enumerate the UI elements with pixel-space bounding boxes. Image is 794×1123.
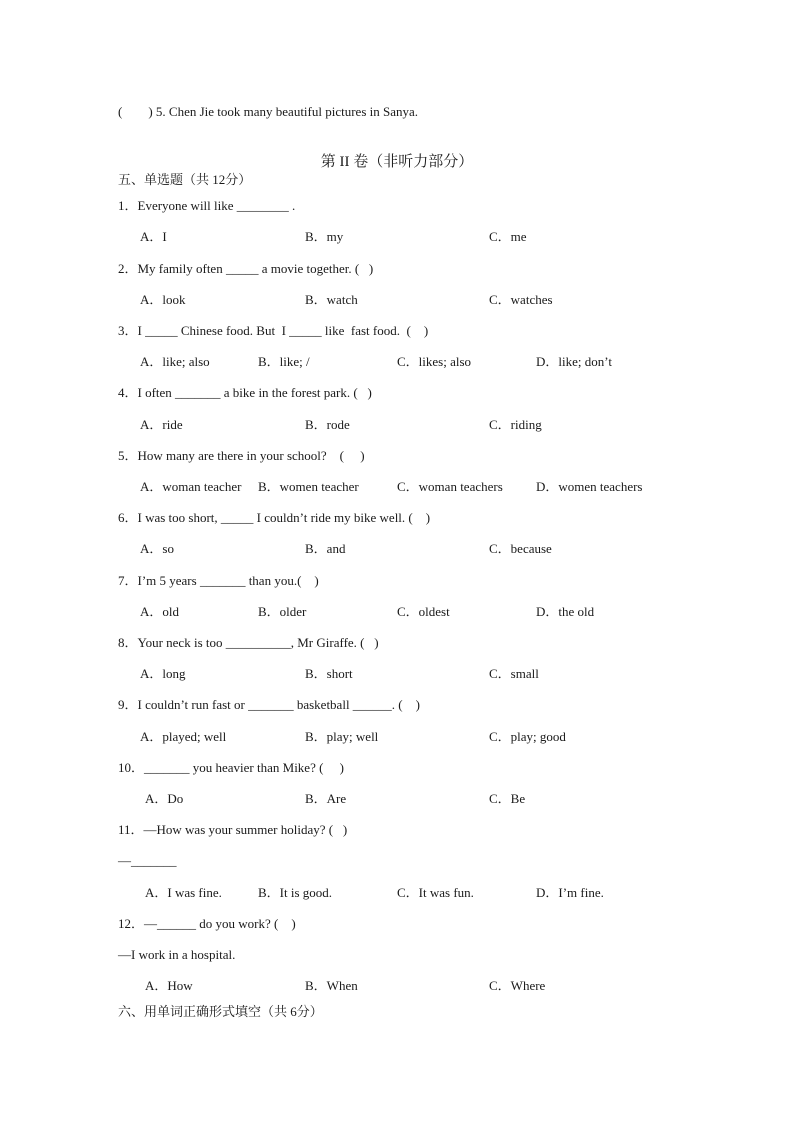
option-c[interactable]: C．likes; also xyxy=(397,354,472,369)
option-c[interactable]: C．Be xyxy=(489,791,526,806)
question-stem: 6．I was too short, _____ I couldn’t ride my bike well. ( ) xyxy=(118,510,431,525)
option-b[interactable]: B．play; well xyxy=(305,729,379,744)
option-a[interactable]: A．long xyxy=(140,666,186,681)
option-b[interactable]: B．rode xyxy=(305,417,350,432)
option-b[interactable]: B．older xyxy=(258,604,307,619)
answer-line: —I work in a hospital. xyxy=(118,947,236,962)
listening-item-5: ( ) 5. Chen Jie took many beautiful pictures in Sanya. xyxy=(118,104,419,119)
option-b[interactable]: B．watch xyxy=(305,292,358,307)
question-stem: 9．I couldn’t run fast or _______ basketball ______. ( ) xyxy=(118,697,420,712)
option-c[interactable]: C．It was fun. xyxy=(397,885,474,900)
option-b[interactable]: B．When xyxy=(305,978,358,993)
option-a[interactable]: A．played; well xyxy=(140,729,227,744)
part-title: 第 II 卷（非听力部分） xyxy=(320,154,474,170)
question-stem: 7．I’m 5 years _______ than you.( ) xyxy=(118,573,319,588)
question-stem: 8．Your neck is too __________, Mr Giraffe. ( ) xyxy=(118,635,379,650)
option-b[interactable]: B．women teacher xyxy=(258,479,359,494)
option-c[interactable]: C．because xyxy=(489,541,552,556)
question-stem: 10．_______ you heavier than Mike? ( ) xyxy=(118,760,345,775)
option-c[interactable]: C．riding xyxy=(489,417,542,432)
option-c[interactable]: C．me xyxy=(489,229,527,244)
option-d[interactable]: D．the old xyxy=(536,604,595,619)
answer-line: —_______ xyxy=(118,853,177,868)
question-stem: 3．I _____ Chinese food. But I _____ like fast food. ( ) xyxy=(118,323,429,338)
question-stem: 12．—______ do you work? ( ) xyxy=(118,916,296,931)
option-b[interactable]: B．like; / xyxy=(258,354,310,369)
section5-title: 五、单选题（共 12分） xyxy=(118,172,252,187)
option-c[interactable]: C．oldest xyxy=(397,604,450,619)
option-a[interactable]: A．old xyxy=(140,604,180,619)
option-c[interactable]: C．Where xyxy=(489,978,546,993)
section6-title: 六、用单词正确形式填空（共 6分） xyxy=(118,1004,323,1019)
option-d[interactable]: D．I’m fine. xyxy=(536,885,604,900)
option-b[interactable]: B．and xyxy=(305,541,346,556)
option-a[interactable]: A．woman teacher xyxy=(140,479,242,494)
option-a[interactable]: A．look xyxy=(140,292,186,307)
option-a[interactable]: A．How xyxy=(145,978,193,993)
option-c[interactable]: C．watches xyxy=(489,292,553,307)
question-stem: 11．—How was your summer holiday? ( ) xyxy=(118,822,348,837)
question-stem: 1．Everyone will like ________ . xyxy=(118,198,296,213)
option-a[interactable]: A．so xyxy=(140,541,174,556)
option-a[interactable]: A．I xyxy=(140,229,167,244)
option-a[interactable]: A．like; also xyxy=(140,354,210,369)
option-d[interactable]: D．women teachers xyxy=(536,479,643,494)
option-b[interactable]: B．short xyxy=(305,666,353,681)
option-a[interactable]: A．Do xyxy=(145,791,184,806)
option-c[interactable]: C．play; good xyxy=(489,729,566,744)
option-c[interactable]: C．woman teachers xyxy=(397,479,503,494)
question-stem: 4．I often _______ a bike in the forest park. ( ) xyxy=(118,385,372,400)
option-b[interactable]: B．Are xyxy=(305,791,347,806)
option-c[interactable]: C．small xyxy=(489,666,539,681)
option-b[interactable]: B．It is good. xyxy=(258,885,333,900)
option-a[interactable]: A．ride xyxy=(140,417,183,432)
option-b[interactable]: B．my xyxy=(305,229,344,244)
option-d[interactable]: D．like; don’t xyxy=(536,354,612,369)
question-stem: 2．My family often _____ a movie together. ( ) xyxy=(118,261,374,276)
option-a[interactable]: A．I was fine. xyxy=(145,885,222,900)
question-stem: 5．How many are there in your school? ( ) xyxy=(118,448,365,463)
